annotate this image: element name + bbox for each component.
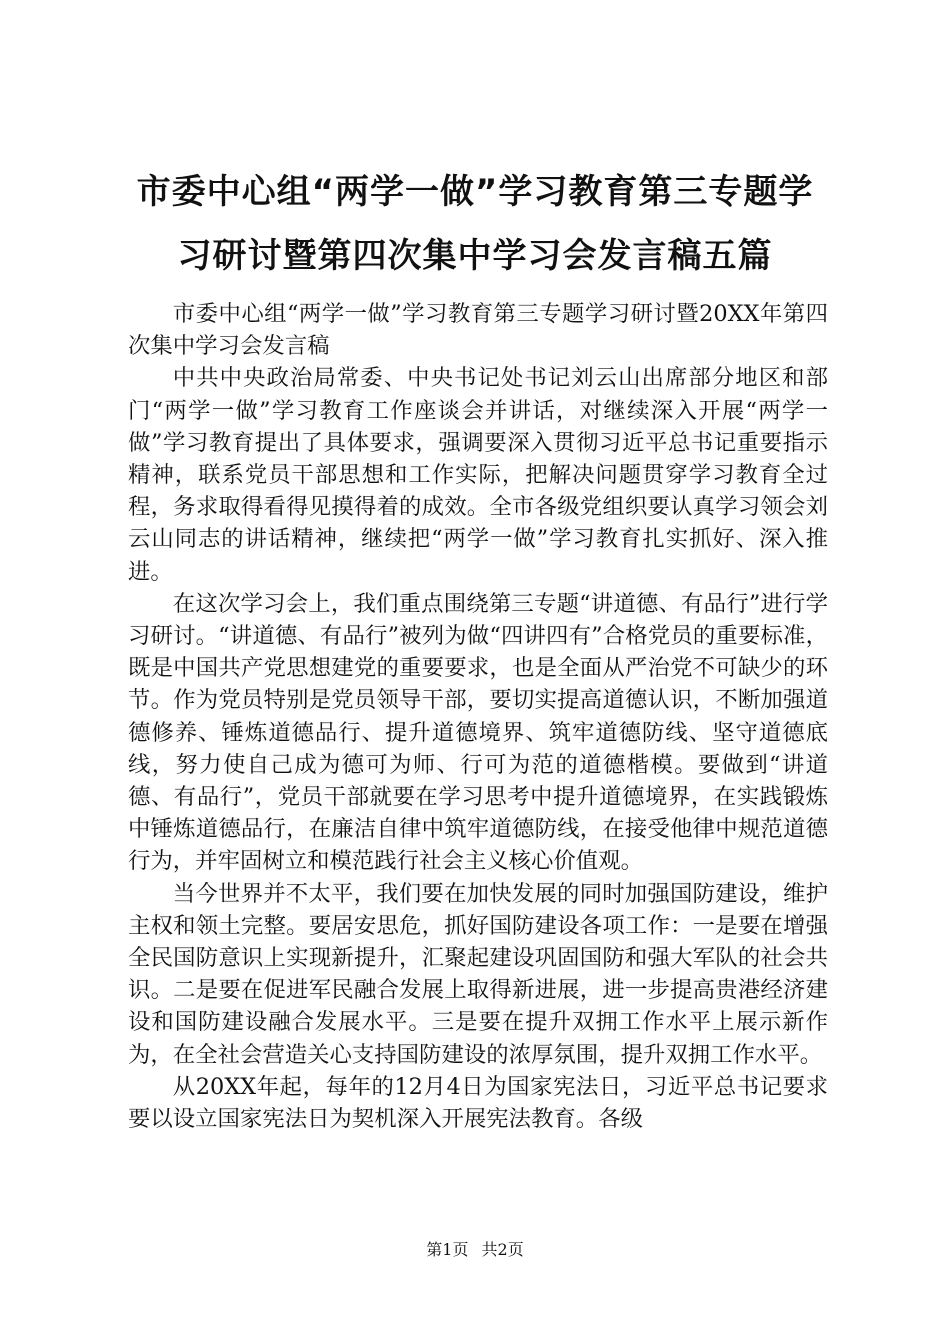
document-body	[128, 298, 828, 1135]
page-number: 第1页	[426, 1240, 469, 1259]
page-footer	[0, 1240, 950, 1260]
subtitle-paragraph: 市委中心组“两学一做”学习教育第三专题学习研讨暨20XX年第四次集中学习会发言稿	[128, 301, 828, 360]
title-line-1: 市委中心组“两学一做”学习教育第三专题学	[136, 172, 814, 212]
title-line-2: 习研讨暨第四次集中学习会发言稿五篇	[177, 236, 773, 276]
page-total: 共2页	[481, 1240, 524, 1259]
body-paragraph: 当今世界并不太平，我们要在加快发展的同时加强国防建设，维护主权和领土完整。要居安思危，抓好国防建设各项工作：一是要在增强全民国防意识上实现新提升，汇聚起建设巩固国防和强大军队的社会共识。二是要在促进军民融合发展上取得新进展，进一步提高贵港经济建设和国防建设融合发展水平。三是要在提升双拥工作水平上展示新作为，在全社会营造关心支持国防建设的浓厚氛围，提升双拥工作水平。	[128, 880, 828, 1068]
body-paragraph: 中共中央政治局常委、中央书记处书记刘云山出席部分地区和部门“两学一做”学习教育工作座谈会并讲话，对继续深入开展“两学一做”学习教育提出了具体要求，强调要深入贯彻习近平总书记重要指示精神，联系党员干部思想和工作实际，把解决问题贯穿学习教育全过程，务求取得看得见摸得着的成效。全市各级党组织要认真学习领会刘云山同志的讲话精神，继续把“两学一做”学习教育扎实抓好、深入推进。	[128, 365, 828, 585]
body-paragraph: 从20XX年起，每年的12月4日为国家宪法日，习近平总书记要求要以设立国家宪法日为契机深入开展宪法教育。各级	[128, 1073, 828, 1133]
document-title	[110, 160, 840, 288]
body-paragraph: 在这次学习会上，我们重点围绕第三专题“讲道德、有品行”进行学习研讨。“讲道德、有品行”被列为做“四讲四有”合格党员的重要标准，既是中国共产党思想建党的重要要求，也是全面从严治党不可缺少的环节。作为党员特别是党员领导干部，要切实提高道德认识，不断加强道德修养、锤炼道德品行、提升道德境界、筑牢道德防线、坚守道德底线，努力使自己成为德可为师、行可为范的道德楷模。要做到“讲道德、有品行”，党员干部就要在学习思考中提升道德境界，在实践锻炼中锤炼道德品行，在廉洁自律中筑牢道德防线，在接受他律中规范道德行为，并牢固树立和模范践行社会主义核心价值观。	[128, 590, 828, 875]
